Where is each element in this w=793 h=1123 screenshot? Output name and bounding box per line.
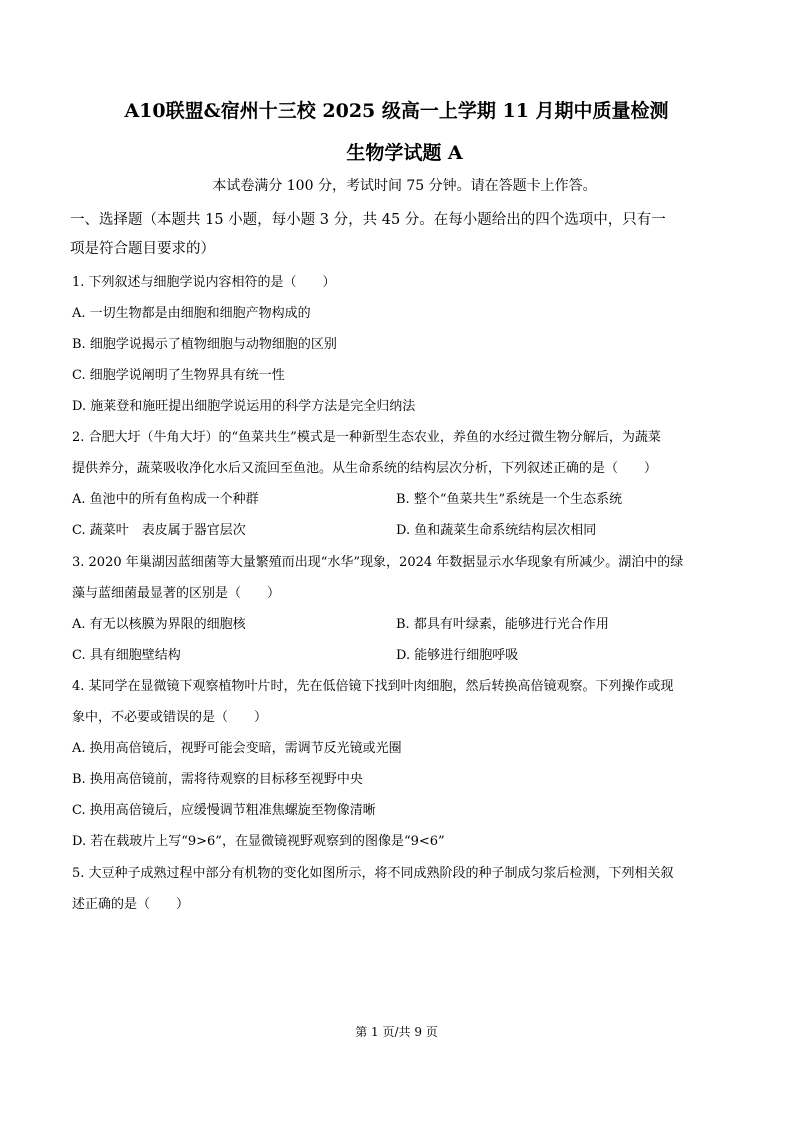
question-5-stem: 5. 大豆种子成熟过程中部分有机物的变化如图所示，将不同成熟阶段的种子制成匀浆后检测，下列相关叙	[72, 866, 674, 881]
exam-title: A10联盟&宿州十三校 2025 级高一上学期 11 月期中质量检测	[124, 100, 669, 122]
question-4-option-c: C. 换用高倍镜后，应缓慢调节粗准焦螺旋至物像清晰	[72, 803, 376, 818]
question-1-stem: 1. 下列叙述与细胞学说内容相符的是（ ）	[72, 275, 336, 290]
question-4-stem-cont: 象中，不必要或错误的是（ ）	[72, 710, 268, 725]
question-1-option-d: D. 施莱登和施旺提出细胞学说运用的科学方法是完全归纳法	[72, 399, 416, 414]
question-1-option-c: C. 细胞学说阐明了生物界具有统一性	[72, 368, 285, 383]
exam-notice: 本试卷满分 100 分，考试时间 75 分钟。请在答题卡上作答。	[212, 178, 597, 194]
question-5-stem-cont: 述正确的是（ ）	[72, 897, 190, 912]
page-number: 第 1 页/共 9 页	[355, 1025, 438, 1039]
question-3-stem: 3. 2020 年巢湖因蓝细菌等大量繁殖而出现“水华”现象，2024 年数据显示水华现象有所减少。湖泊中的绿	[72, 555, 684, 570]
exam-subtitle: 生物学试题 A	[346, 142, 463, 164]
question-4-option-d: D. 若在载玻片上写“9>6”，在显微镜视野观察到的图像是“9<6”	[72, 834, 445, 849]
question-4-option-b: B. 换用高倍镜前，需将待观察的目标移至视野中央	[72, 772, 363, 787]
question-1-option-a: A. 一切生物都是由细胞和细胞产物构成的	[72, 306, 311, 321]
question-4-stem: 4. 某同学在显微镜下观察植物叶片时，先在低倍镜下找到叶肉细胞，然后转换高倍镜观察。下列操作或现	[72, 679, 674, 694]
question-2-option-d: D. 鱼和蔬菜生命系统结构层次相同	[396, 523, 597, 538]
question-2-option-c: C. 蔬菜叶 表皮属于器官层次	[72, 523, 246, 538]
question-3-option-a: A. 有无以核膜为界限的细胞核	[72, 617, 246, 632]
question-2-stem: 2. 合肥大圩（牛角大圩）的“鱼菜共生”模式是一种新型生态农业，养鱼的水经过微生物分解后，为蔬菜	[72, 430, 661, 445]
question-2-stem-cont: 提供养分，蔬菜吸收净化水后又流回至鱼池。从生命系统的结构层次分析，下列叙述正确的是（ ）	[72, 461, 658, 476]
question-1-option-b: B. 细胞学说揭示了植物细胞与动物细胞的区别	[72, 337, 337, 352]
question-3-option-d: D. 能够进行细胞呼吸	[396, 648, 519, 663]
question-3-option-b: B. 都具有叶绿素，能够进行光合作用	[396, 617, 609, 632]
section-heading-cont: 项是符合题目要求的）	[70, 241, 215, 257]
question-3-option-c: C. 具有细胞壁结构	[72, 648, 181, 663]
question-2-option-a: A. 鱼池中的所有鱼构成一个种群	[72, 492, 259, 507]
question-4-option-a: A. 换用高倍镜后，视野可能会变暗，需调节反光镜或光圈	[72, 741, 402, 756]
question-3-stem-cont: 藻与蓝细菌最显著的区别是（ ）	[72, 586, 281, 601]
section-heading: 一、选择题（本题共 15 小题，每小题 3 分，共 45 分。在每小题给出的四个选项中，只有一	[70, 212, 666, 228]
question-2-option-b: B. 整个“鱼菜共生”系统是一个生态系统	[396, 492, 623, 507]
